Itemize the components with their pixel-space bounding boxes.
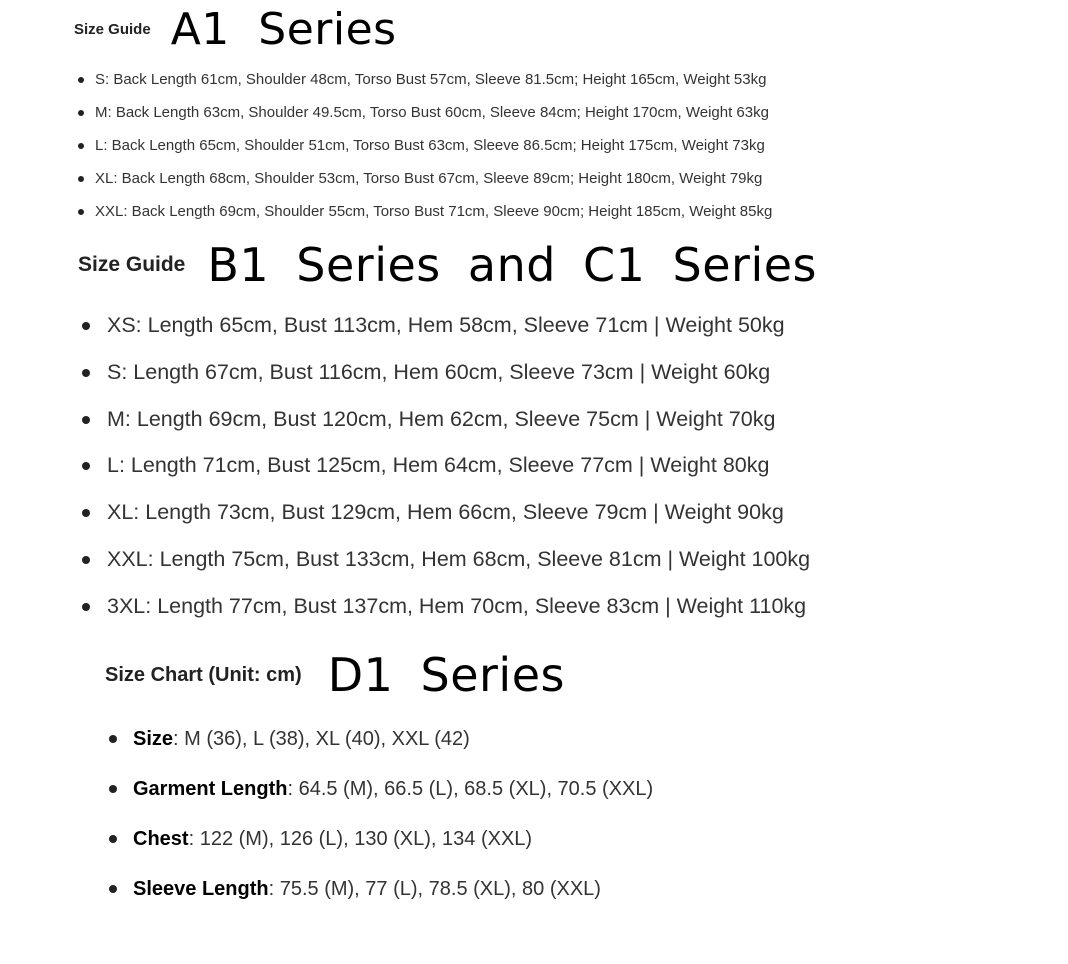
a1-size-guide-section — [74, 4, 772, 228]
d1-size-item — [133, 814, 653, 864]
b1-size-item: XL: Length 73cm, Bust 129cm, Hem 66cm, Sleeve 79cm | Weight 90kg — [107, 489, 817, 536]
d1-size-list — [133, 714, 653, 914]
b1-size-item: M: Length 69cm, Bust 120cm, Hem 62cm, Sleeve 75cm | Weight 70kg — [107, 396, 817, 443]
a1-size-item: S: Back Length 61cm, Shoulder 48cm, Torso Bust 57cm, Sleeve 81.5cm; Height 165cm, Weight 53kg — [95, 63, 772, 96]
a1-size-item: XL: Back Length 68cm, Shoulder 53cm, Torso Bust 67cm, Sleeve 89cm; Height 180cm, Weight 79kg — [95, 162, 772, 195]
a1-size-item: M: Back Length 63cm, Shoulder 49.5cm, Torso Bust 60cm, Sleeve 84cm; Height 170cm, Weight 63kg — [95, 96, 772, 129]
d1-item-value: : M (36), L (38), XL (40), XXL (42) — [173, 728, 470, 750]
b1-size-item: L: Length 71cm, Bust 125cm, Hem 64cm, Sleeve 77cm | Weight 80kg — [107, 442, 817, 489]
d1-size-item — [133, 714, 653, 764]
d1-item-label: Garment Length — [133, 778, 288, 800]
d1-item-value: : 64.5 (M), 66.5 (L), 68.5 (XL), 70.5 (XXL) — [287, 778, 654, 800]
d1-item-label: Chest — [133, 828, 189, 850]
a1-heading — [74, 4, 772, 55]
b1-heading — [78, 238, 817, 292]
d1-guide-label: Size Chart (Unit: cm) — [105, 663, 302, 686]
a1-series-title: A1 Series — [170, 4, 397, 55]
d1-heading — [105, 648, 653, 702]
b1-size-list — [107, 302, 817, 630]
d1-size-item — [133, 864, 653, 914]
b1-c1-size-guide-section — [78, 238, 817, 630]
d1-size-chart-section — [105, 648, 653, 914]
a1-size-list — [95, 63, 772, 228]
a1-size-item: L: Back Length 65cm, Shoulder 51cm, Torso Bust 63cm, Sleeve 86.5cm; Height 175cm, Weight 73kg — [95, 129, 772, 162]
d1-item-value: : 75.5 (M), 77 (L), 78.5 (XL), 80 (XXL) — [268, 878, 601, 900]
d1-item-label: Sleeve Length — [133, 878, 269, 900]
b1-guide-label: Size Guide — [78, 253, 186, 276]
d1-item-value: : 122 (M), 126 (L), 130 (XL), 134 (XXL) — [188, 828, 533, 850]
d1-series-title: D1 Series — [327, 648, 565, 702]
a1-size-item: XXL: Back Length 69cm, Shoulder 55cm, Torso Bust 71cm, Sleeve 90cm; Height 185cm, Weight 85kg — [95, 195, 772, 228]
b1-size-item: S: Length 67cm, Bust 116cm, Hem 60cm, Sleeve 73cm | Weight 60kg — [107, 349, 817, 396]
b1-size-item: 3XL: Length 77cm, Bust 137cm, Hem 70cm, Sleeve 83cm | Weight 110kg — [107, 583, 817, 630]
d1-item-label: Size — [133, 728, 174, 750]
a1-guide-label: Size Guide — [74, 21, 151, 38]
b1-size-item: XS: Length 65cm, Bust 113cm, Hem 58cm, Sleeve 71cm | Weight 50kg — [107, 302, 817, 349]
b1-size-item: XXL: Length 75cm, Bust 133cm, Hem 68cm, Sleeve 81cm | Weight 100kg — [107, 536, 817, 583]
d1-size-item — [133, 764, 653, 814]
b1-series-title: B1 Series and C1 Series — [207, 238, 818, 292]
